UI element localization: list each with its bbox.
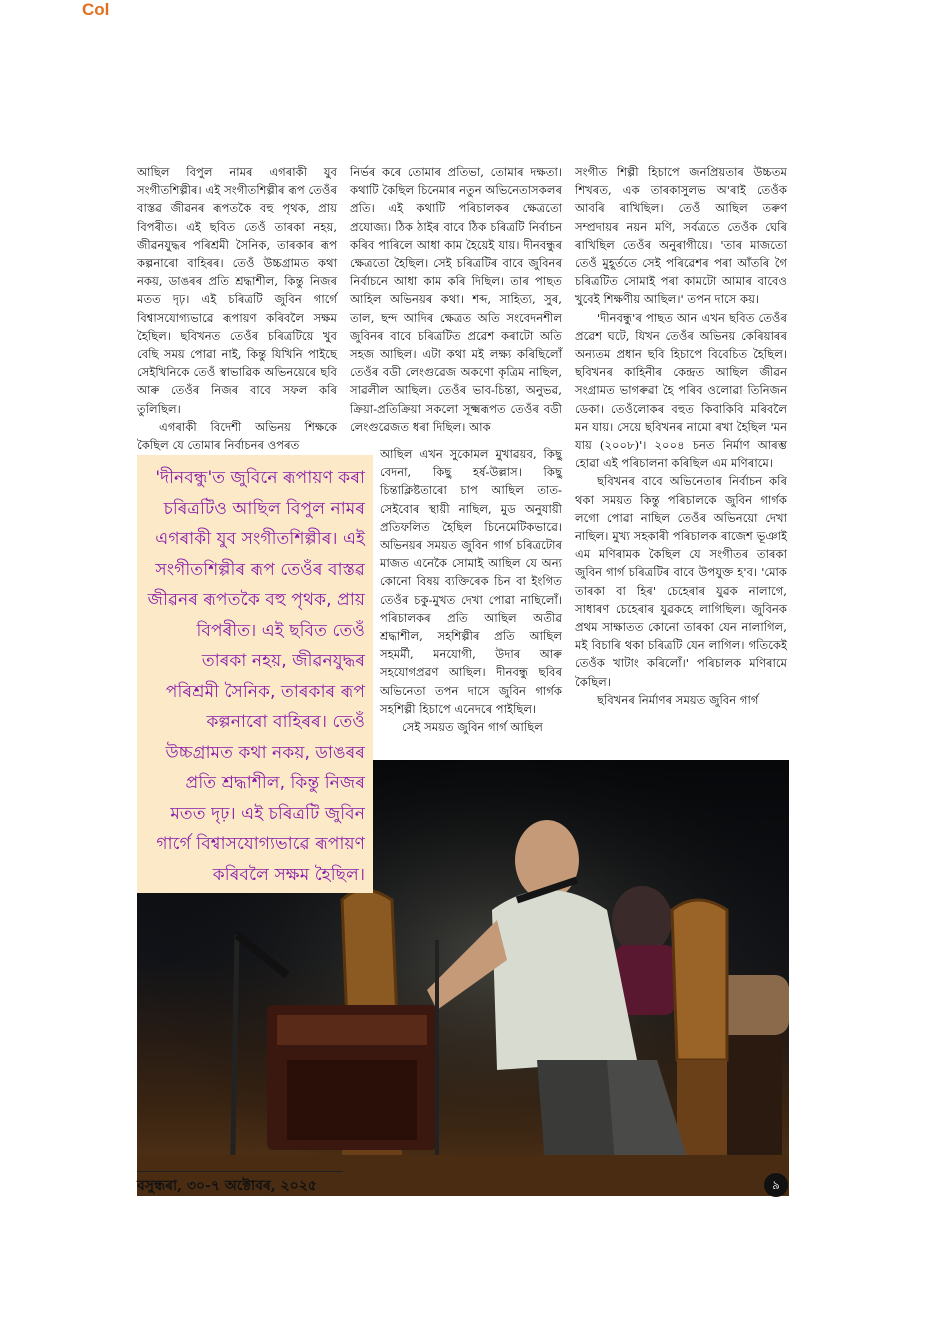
- paragraph: 'দীনবন্ধু'ৰ পাছত আন এখন ছবিত তেওঁৰ প্ৰৱেশ ঘটে, যিখন তেওঁৰ অভিনয় কেৰিয়াৰৰ অন্যতম প্ৰধান ছবি হিচাপে বিবেচিত হৈছিল। ছবিখনৰ কাহিনীৰ কেন্দ্ৰত আছিল জীৱন সংগ্ৰামত ভাগৰুৱা হৈ পৰিব ওলোৱা তিনিজন ডেকা। তেওঁলোকৰ বহুত কিবাকিবি মৰিবলৈ মন যায়। সেয়ে ছবিখনৰ নামো ৰখা হৈছিল 'মন যায় (২০০৮)'। ২০০৪ চনত নিৰ্মাণ আৰম্ভ হোৱা এই পৰিচালনা কৰিছিল এম মণিৰামে।: [575, 310, 787, 471]
- article-column-2: [350, 163, 562, 446]
- page-number: ৯: [764, 1173, 788, 1197]
- paragraph: আছিল এখন সুকোমল মুখাৱয়ব, কিছু বেদনা, কিছু হৰ্ষ-উল্লাস। কিছু চিন্তাক্লিষ্টতাৰো চাপ আছিল তাত- সেইবোৰ স্থায়ী নাছিল, মুড অনুযায়ী প্ৰতিফলিত হৈছিল চিনেমেটিকভাৱে। অভিনয়ৰ সময়ত জুবিন গাৰ্গ চৰিত্ৰটোৰ মাজত এনেকৈ সোমাই আছিল যে অন্য কোনো বিষয় ব্যক্তিৰেক চিন বা ইংগিত তেওঁৰ চকু-মুখত দেখা পোৱা নাছিলোঁ। পৰিচালকৰ প্ৰতি আছিল অতীৱ শ্ৰদ্ধাশীল, সহশিল্পীৰ প্ৰতি আছিল সহমৰ্মী, মনযোগী, উদাৰ আৰু সহযোগপ্ৰৱণ আছিল। দীনবন্ধু ছবিৰ অভিনেতা তপন দাসে জুবিন গাৰ্গক সহশিল্পী হিচাপে এনেদৰে পাইছিল।: [380, 447, 562, 716]
- paragraph: ছবিখনৰ নিৰ্মাণৰ সময়ত জুবিন গাৰ্গ: [597, 692, 759, 707]
- paragraph: এগৰাকী বিদেশী অভিনয় শিক্ষকে কৈছিল যে তোমাৰ নিৰ্বাচনৰ ওপৰত: [137, 419, 337, 453]
- paragraph: সংগীত শিল্পী হিচাপে জনপ্ৰিয়তাৰ উচ্চতম শিখৰত, এক তাৰকাসুলভ অ'ৰাই তেওঁক আবৰি ৰাখিছিল। তেওঁ আছিল তৰুণ সম্প্ৰদায়ৰ নয়ন মণি, সৰ্বত্ৰতে তেওঁক ঘেৰি ৰাখিছিল তেওঁৰ অনুৰাগীয়ে। 'তাৰ মাজতো তেওঁ মুহূৰ্ততে সেই পৰিৱেশৰ পৰা আঁতৰি গৈ চৰিত্ৰটিত সোমাই পৰা কামটো আমাৰ বাবেও খুবেই শিক্ষণীয় আছিল।' তপন দাসে কয়।: [575, 165, 787, 307]
- article-column-3: [575, 163, 787, 753]
- footer-rule: [137, 1171, 343, 1172]
- footer-masthead: বসুন্ধৰা, ৩০-৭ অক্টোবৰ, ২০২৫: [137, 1178, 317, 1194]
- article-column-2-lower: [380, 445, 562, 748]
- pull-quote: 'দীনবন্ধু'ত জুবিনে ৰূপায়ণ কৰা চৰিত্ৰটিও আছিল বিপুল নামৰ এগৰাকী যুব সংগীতশিল্পীৰ। এই সংগীতশিল্পীৰ ৰূপ তেওঁৰ বাস্তৱ জীৱনৰ ৰূপতকৈ বহু পৃথক, প্ৰায় বিপৰীত। এই ছবিত তেওঁ তাৰকা নহয়, জীৱনযুদ্ধৰ পৰিশ্ৰমী সৈনিক, তাৰকাৰ ৰূপ কল্পনাৰো বাহিৰৰ। তেওঁ উচ্চগ্ৰামত কথা নকয়, ডাঙৰৰ প্ৰতি শ্ৰদ্ধাশীল, কিন্তু নিজৰ মতত দৃঢ়। এই চৰিত্ৰটি জুবিন গাৰ্গে বিশ্বাসযোগ্যভাৱে ৰূপায়ণ কৰিবলৈ সক্ষম হৈছিল।: [137, 455, 373, 893]
- corner-label: Col: [82, 0, 110, 19]
- article-column-1: [137, 163, 337, 453]
- paragraph: নিৰ্ভৰ কৰে তোমাৰ প্ৰতিভা, তোমাৰ দক্ষতা। কথাটি কৈছিল চিনেমাৰ নতুন অভিনেতাসকলৰ প্ৰতি। এই কথাটি পৰিচালকৰ ক্ষেত্ৰতো প্ৰযোজ্য। ঠিক ঠাইৰ বাবে ঠিক চৰিত্ৰটি নিৰ্বাচন কৰিব পাৰিলে আধা কাম হৈয়েই যায়। দীনবন্ধুৰ ক্ষেত্ৰতো হৈছিল। সেই চৰিত্ৰটিৰ বাবে জুবিনৰ নিৰ্বাচনে আধা কাম কৰি দিছিল। তাৰ পাছত আহিল অভিনয়ৰ কথা। শব্দ, সাহিত্য, সুৰ, তাল, ছন্দ আদিৰ ক্ষেত্ৰত অতি সংবেদনশীল জুবিনৰ বাবে চৰিত্ৰটিত প্ৰৱেশ কৰাটো অতি সহজ আছিল। এটা কথা মই লক্ষ্য কৰিছিলোঁ তেওঁৰ বডী লেংগুৱেজ অকণো কৃত্ৰিম নাছিল, সাৱলীল আছিল। তেওঁৰ ভাব-চিন্তা, অনুভৱ, ক্ৰিয়া-প্ৰতিক্ৰিয়া সকলো সূক্ষ্মৰূপত তেওঁৰ বডী লেংগুৱেজত ধৰা দিছিল। আক: [350, 165, 562, 434]
- paragraph: সেই সময়ত জুবিন গাৰ্গ আছিল: [402, 720, 543, 735]
- paragraph: আছিল বিপুল নামৰ এগৰাকী যুব সংগীতশিল্পীৰ। এই সংগীতশিল্পীৰ ৰূপ তেওঁৰ বাস্তৱ জীৱনৰ ৰূপতকৈ বহু পৃথক, প্ৰায় বিপৰীত। এই ছবিত তেওঁ তাৰকা নহয়, জীৱনযুদ্ধৰ পৰিশ্ৰমী সৈনিক, তাৰকাৰ ৰূপ কল্পনাৰো বাহিৰৰ। তেওঁ উচ্চগ্ৰামত কথা নকয়, ডাঙৰৰ প্ৰতি শ্ৰদ্ধাশীল, কিন্তু নিজৰ মতত দৃঢ়। এই চৰিত্ৰটি জুবিন গাৰ্গে বিশ্বাসযোগ্যভাৱে ৰূপায়ণ কৰিবলৈ সক্ষম হৈছিল। ছবিখনত তেওঁৰ চৰিত্ৰটিয়ে খুব বেছি সময় পোৱা নাই, কিন্তু যিখিনি পাইছে সেইখিনিকে তেওঁ স্বাভাৱিক অভিনয়েৰে ছবি আৰু তেওঁৰ নিজৰ বাবে সফল কৰি তুলিছিল।: [137, 165, 337, 416]
- paragraph: ছবিখনৰ বাবে অভিনেতাৰ নিৰ্বাচন কৰি থকা সময়ত কিন্তু পৰিচালকে জুবিন গাৰ্গক লগো পোৱা নাছিল তেওঁৰ অভিনয়ো দেখা নাছিল। মুখ্য সহকাৰী পৰিচালক ৰাজেশ ভূঞাই এম মণিৰামক কৈছিল যে সংগীতৰ তাৰকা জুবিন গাৰ্গ চৰিত্ৰটিৰ বাবে উপযুক্ত হ'ব। 'মোক তাৰকা বা হিৰ' চেহেৰাৰ যুৱক নালাগে, সাধাৰণ চেহেৰাৰ যুৱকহে লাগিছিল। জুবিনক প্ৰথম সাক্ষাতত কোনো তাৰকা যেন নালাগিল, মই বিচাৰি থকা চৰিত্ৰটি যেন লাগিল। গতিকেই তেওঁক খাটাং কৰিলোঁ।' পৰিচালক মণিৰামে কৈছিল।: [575, 474, 787, 689]
